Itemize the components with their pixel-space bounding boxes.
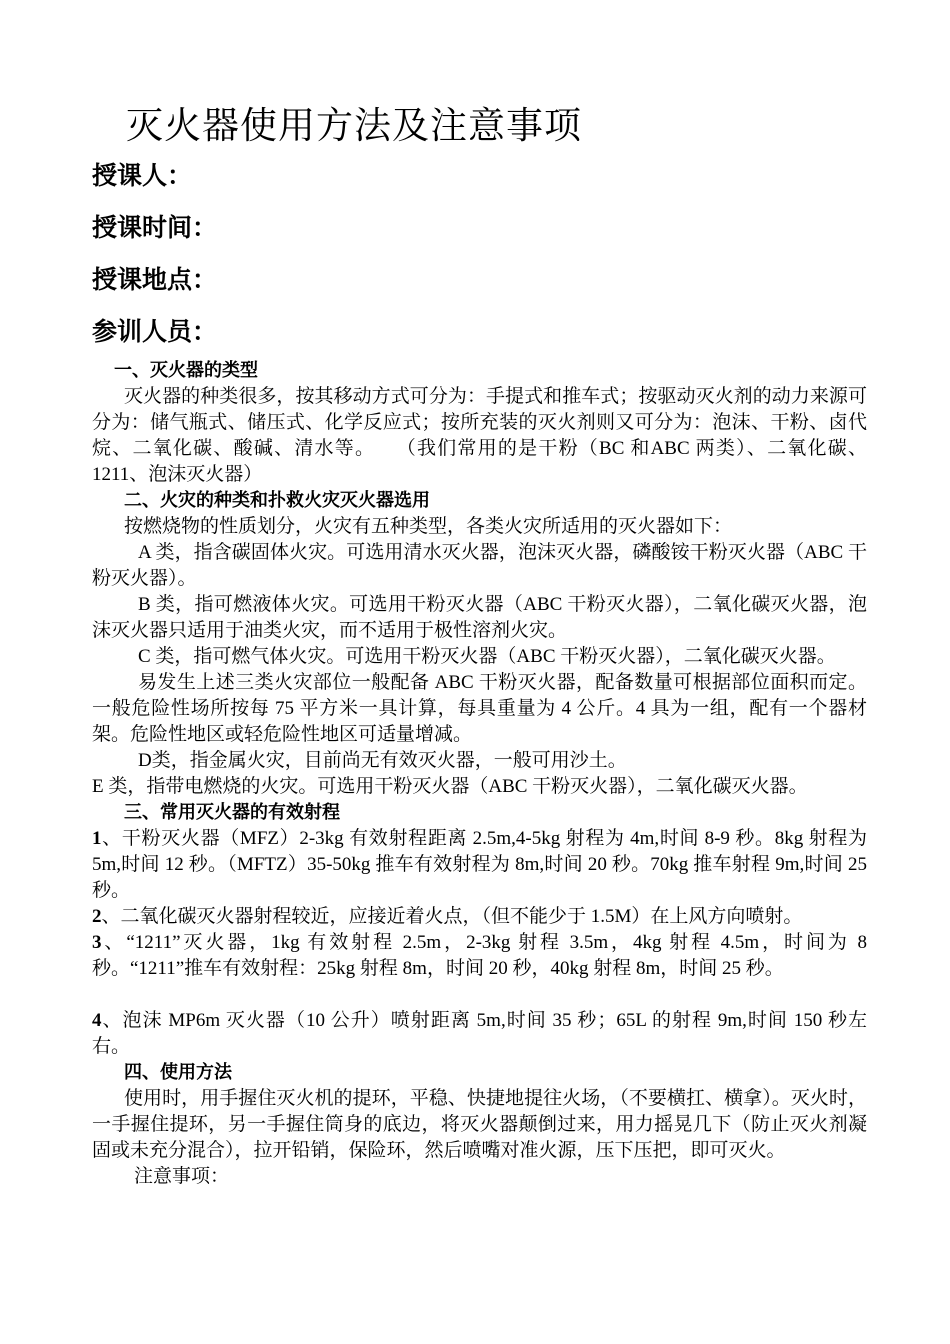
fire-class-c: C 类，指可燃气体火灾。可选用干粉灭火器（ABC 干粉灭火器），二氧化碳灭火器。 — [138, 646, 836, 667]
fire-class-b: B 类，指可燃液体火灾。可选用干粉灭火器（ABC 干粉灭火器），二氧化碳灭火器，泡沫灭火器只适用于油类火灾，而不适用于极性溶剂火灾。 — [92, 594, 867, 641]
section-2-intro: 按燃烧物的性质划分，火灾有五种类型，各类火灾所适用的灭火器如下： — [124, 516, 733, 537]
document-title: 灭火器使用方法及注意事项 — [126, 104, 582, 147]
fire-class-e: E 类，指带电燃烧的火灾。可选用干粉灭火器（ABC 干粉灭火器），二氧化碳灭火器。 — [92, 776, 808, 797]
fire-config-note: 易发生上述三类火灾部位一般配备 ABC 干粉灭火器，配备数量可根据部位面积而定。一般危险性场所按每 75 平方米一具计算，每具重量为 4 公斤。4 具为一组，配有一个器材架。危险性地区或轻危险性地区可适量增减。 — [92, 672, 867, 745]
time-label: 授课时间： — [92, 213, 218, 242]
teacher-label: 授课人： — [92, 161, 193, 190]
section-3-heading: 三、常用灭火器的有效射程 — [124, 802, 340, 823]
range-item-1-number: 1 — [92, 828, 102, 849]
range-item-3-number: 3 — [92, 932, 102, 953]
range-item-3 — [92, 930, 867, 982]
section-1-heading: 一、灭火器的类型 — [114, 360, 258, 381]
fire-class-d: D类，指金属火灾，目前尚无有效灭火器，一般可用沙土。 — [138, 750, 627, 771]
place-label: 授课地点： — [92, 265, 218, 294]
attendees-label: 参训人员： — [92, 317, 218, 346]
range-item-1-text: 、干粉灭火器（MFZ）2-3kg 有效射程距离 2.5m,4-5kg 射程为 4m,时间 8-9 秒。8kg 射程为 5m,时间 12 秒。（MFTZ）35-50kg 推车有效射程为 8m,时间 20 秒。70kg 推车射程 9m,时间 25 秒。 — [92, 828, 867, 901]
range-item-4 — [92, 1008, 867, 1060]
section-1-paragraph: 灭火器的种类很多，按其移动方式可分为：手提式和推车式；按驱动灭火剂的动力来源可分为：储气瓶式、储压式、化学反应式；按所充装的灭火剂则又可分为：泡沫、干粉、卤代烷、二氧化碳、酸碱、清水等。 （我们常用的是干粉（BC 和ABC 两类）、二氧化碳、1211、泡沫灭火器） — [92, 386, 867, 485]
range-item-2-number: 2 — [92, 906, 102, 927]
section-2-heading: 二、火灾的种类和扑救火灾灭火器选用 — [124, 490, 430, 511]
usage-paragraph: 使用时，用手握住灭火机的提环，平稳、快捷地提往火场，（不要横扛、横拿）。灭火时，一手握住提环，另一手握住筒身的底边，将灭火器颠倒过来，用力摇晃几下（防止灭火剂凝固或未充分混合），拉开铅销，保险环，然后喷嘴对准火源，压下压把，即可灭火。 — [92, 1088, 867, 1161]
range-item-2-text: 、二氧化碳灭火器射程较近，应接近着火点，（但不能少于 1.5M）在上风方向喷射。 — [101, 906, 803, 927]
document-page — [92, 96, 867, 1190]
fire-class-a: A 类，指含碳固体火灾。可选用清水灭火器，泡沫灭火器，磷酸铵干粉灭火器（ABC 干粉灭火器）。 — [92, 542, 867, 589]
section-4-heading: 四、使用方法 — [124, 1062, 232, 1083]
range-item-1 — [92, 826, 867, 904]
range-item-2 — [92, 904, 867, 930]
range-item-4-number: 4 — [92, 1010, 102, 1031]
range-item-4-text: 、泡沫 MP6m 灭火器（10 公升）喷射距离 5m,时间 35 秒；65L 的射程 9m,时间 150 秒左右。 — [92, 1010, 867, 1057]
precautions-label: 注意事项： — [134, 1166, 230, 1187]
blank-line — [92, 982, 867, 1008]
range-item-3-text: 、“1211”灭火器，1kg 有效射程 2.5m，2-3kg 射程 3.5m，4kg 射程 4.5m，时间为 8 秒。“1211”推车有效射程：25kg 射程 8m，时间 20 秒，40kg 射程 8m，时间 25 秒。 — [92, 932, 867, 979]
